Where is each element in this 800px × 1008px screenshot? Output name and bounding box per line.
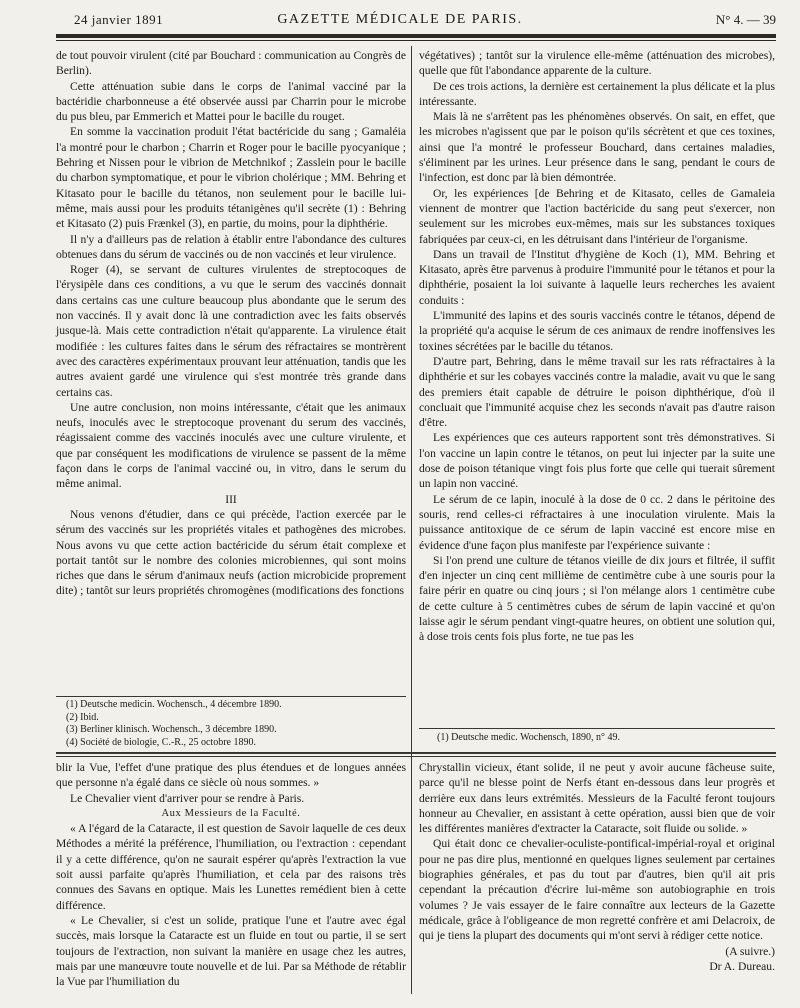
left-column	[56, 48, 406, 599]
header-rule	[56, 34, 776, 38]
paragraph: « Le Chevalier, si c'est un solide, pratique l'une et l'autre avec égal succès, mais lorsque la Cataracte est un fluide en tout ou partie, il se sert toujours de l'extraction, non suivant la manière en usage chez les autres, mais par une manœuvre toute nouvelle et de lui. Par sa Méthode de rétablir la Vue par l'humiliation du	[56, 913, 406, 989]
to-be-continued: (A suivre.)	[725, 944, 775, 958]
author-signature: Dr A. Dureau.	[709, 959, 775, 973]
footnote: (2) Ibid.	[66, 711, 99, 723]
paragraph: de tout pouvoir virulent (cité par Bouchard : communication au Congrès de Berlin).	[56, 49, 406, 78]
paragraph: De ces trois actions, la dernière est certainement la plus délicate et la plus intéressante.	[419, 79, 775, 108]
column-divider	[411, 46, 412, 994]
paragraph: Roger (4), se servant de cultures virulentes de streptocoques de l'érysipèle dans ces conditions, a vu que le serum des vaccinés donnait dans certains cas une culture beaucoup plus abondante que le serum des non vaccinés. Il y avait donc là une contradiction avec les faits observés jusque-là. Mais cette contradiction n'était qu'apparente. La virulence était modifiée : les cultures faites dans le sérum des réfractaires se montrèrent avec des caractères expérimentaux prouvant leur atténuation, tandis que les autres avaient gardé une virulence qui s'est montrée très grande dans certains cas.	[56, 263, 406, 399]
paragraph: Mais là ne s'arrêtent pas les phénomènes observés. On sait, en effet, que les microbes n'agissent que par le poison qu'ils sécrètent et que ces toxines, ainsi que l'a montré le professeur Bouchard, dans certaines maladies, s'éliminent par les urines. Leur présence dans le sang, pendant le cours de l'infection, est donc par là bien démontrée.	[419, 110, 775, 185]
paragraph: Nous venons d'étudier, dans ce qui précède, l'action exercée par le sérum des vaccinés sur les propriétés vitales et pathogènes des microbes. Nous avons vu que cette action bactéricide du sérum était complexe et portait tantôt sur le nombre des colonies microbiennes, qui sont moins riches que dans le sérum d'animaux neufs (action microbicide proprement dite) ; tantôt sur leurs propriétés chromogènes (modifications des fonctions	[56, 507, 406, 598]
section-heading: III	[225, 492, 237, 506]
footnote-rule	[419, 728, 775, 729]
paragraph: Le Chevalier vient d'arriver pour se rendre à Paris.	[70, 791, 305, 805]
right-column	[419, 48, 775, 645]
paragraph: blir la Vue, l'effet d'une pratique des plus étendues et de longues années que personne n'a égalé dans ce siècle où nous sommes. »	[56, 761, 406, 790]
bottom-right-column	[419, 760, 775, 974]
section-rule-thin	[56, 756, 776, 757]
paragraph: Dans un travail de l'Institut d'hygiène de Koch (1), MM. Behring et Kitasato, après être parvenus à produire l'immunité pour le tétanos et pour la diphthérie, posaient la loi suivante à laquelle leurs recherches les avaient conduits :	[419, 247, 775, 307]
paragraph: En somme la vaccination produit l'état bactéricide du sang ; Gamaléia l'a montré pour le charbon ; Charrin et Roger pour le bacille pyocyanique ; Behring et Nissen pour le vibrion de Metchnikof ; Zasslein pour le bacille du charbon symptomatique, et pour le vibrion cholérique ; MM. Behring et Kitasato pour le bacille du tétanos, non seulement pour le bacille lui-même, mais aussi pour les produits tétanigènes qu'il secrète (1) : Behring et Kitasato (2) puis Frænkel (3), en partie, du moins, pour la diphthérie.	[56, 125, 406, 231]
paragraph: Or, les expériences [de Behring et de Kitasato, celles de Gamaleia viennent de montrer que l'action bactéricide du sang peut s'exercer, non seulement sur les microbes eux-mêmes, mais sur les substances toxiques fabriquées par ceux-ci, en les détruisant dans l'intérieur de l'organisme.	[419, 186, 775, 246]
paragraph: Cette atténuation subie dans le corps de l'animal vacciné par la bactéridie charbonneuse a été observée aussi par Charrin pour le microbe du pus bleu, par Emmerich et Mattei pour le bacille du rouget.	[56, 79, 406, 124]
right-footnotes	[437, 732, 775, 745]
left-footnotes	[66, 699, 406, 749]
section-rule	[56, 752, 776, 754]
footnote: (3) Berliner klinisch. Wochensch., 3 décembre 1890.	[66, 724, 277, 736]
header-rule-thin	[56, 40, 776, 41]
paragraph: Il n'y a d'ailleurs pas de relation à établir entre l'abondance des cultures obtenues dans du sérum de vaccinés ou de non vaccinés et leur virulence.	[56, 232, 406, 261]
bottom-left-column	[56, 760, 406, 989]
paragraph: « A l'égard de la Cataracte, il est question de Savoir laquelle de ces deux Méthodes a mérité la préférence, l'humiliation, ou l'extraction : cependant il y a cette différence, qu'on ne saurait espérer qu'après l'extraction la vue soit aussi parfaite qu'après l'humiliation, et cela par des raisons très connues des Savans en optique. Mais les Lunettes remédient bien à cette différence.	[56, 822, 406, 912]
paragraph: Le sérum de ce lapin, inoculé à la dose de 0 cc. 2 dans le péritoine des souris, rend celles-ci réfractaires à une inoculation virulente. Mais la puissance antitoxique de ce sérum de lapin vacciné est encore mise en évidence d'une façon plus manifeste par l'expérience suivante :	[419, 492, 775, 552]
header-date: 24 janvier 1891	[74, 12, 164, 27]
paragraph: Qui était donc ce chevalier-oculiste-pontifical-impérial-royal et original pour ne pas dire plus, mentionné en quelques lignes seulement par certaines biographies générales, et pas du tout par d'autres, bien qu'il ait pris cependant la précaution d'écrire lui-même son autobiographie en trois volumes ? Je vais essayer de le faire connaître aux lecteurs de la Gazette médicale, grâce à l'obligeance de mon regretté confrère et ami Delacroix, de qui je tiens la plupart des documents qui m'ont servi à rédiger cette notice.	[419, 837, 775, 943]
header-page-number: N° 4. — 39	[715, 12, 776, 27]
paragraph: végétatives) ; tantôt sur la virulence elle-même (atténuation des microbes), quelle que fût l'abondance apparente de la culture.	[419, 49, 775, 78]
paragraph: L'immunité des lapins et des souris vaccinés contre le tétanos, dépend de la propriété qu'a acquise le sérum de ces animaux de rendre inoffensives les toxines sécrétées par le bacille du tétanos.	[419, 309, 775, 353]
paragraph: Chrystallin vicieux, étant solide, il ne peut y avoir aucune fâcheuse suite, parce qu'il ne blesse point de Nerfs étant en-dessous dans leur progrès et derrière eux dans leurs extrémités. Messieurs de la Faculté feront toujours honneur au Chevalier, en assistant à cette opération, aussi bien que de voir les différentes manières d'extracter la Cataracte, soit fluide ou solide. »	[419, 761, 775, 836]
footnote: (1) Deutsche medic. Wochensch, 1890, n° 49.	[437, 732, 620, 743]
footnote: (4) Société de biologie, C.-R., 25 octobre 1890.	[66, 736, 256, 748]
footnote-rule	[56, 696, 406, 697]
paragraph: D'autre part, Behring, dans le même travail sur les rats réfractaires à la diphthérie et sur les cobayes vaccinés contre la maladie, avait vu que le sang des premiers était capable de détruire le poison diphthérique, d'où il concluait que l'immunité acquise chez les seconds n'avait pas d'autre raison d'être.	[419, 354, 775, 430]
footnote: (1) Deutsche medicin. Wochensch., 4 décembre 1890.	[66, 699, 282, 710]
paragraph: Les expériences que ces auteurs rapportent sont très démonstratives. Si l'on vaccine un lapin contre le tétanos, on peut lui injecter par la suite une dose de poison tétanique vingt fois plus forte que celle qui tuerait sûrement un lapin non vacciné.	[419, 431, 775, 491]
subheading: Aux Messieurs de la Faculté.	[161, 807, 301, 819]
paragraph: Si l'on prend une culture de tétanos vieille de dix jours et filtrée, il suffit d'en injecter un cinq cent millième de centimètre cube à une souris pour la faire périr en quatre ou cinq jours ; si l'on mélange alors 1 centimètre cube de cette culture à 5 centimètres cubes de sérum de lapin vacciné et qu'on laisse agir le sérum pendant vingt-quatre heures, on obtient une solution qui, à dose trois cents fois plus forte, ne tue pas les	[419, 553, 775, 644]
paragraph: Une autre conclusion, non moins intéressante, c'était que les animaux neufs, inoculés avec le streptocoque provenant du serum des vaccinés, réagissaient comme des vaccinés inoculés avec une culture virulente, et que par conséquent les modifications de virulence se passent de la même façon dans le corps de l'animal vacciné ou, in vitro, dans le serum du même animal.	[56, 400, 406, 491]
header-title: GAZETTE MÉDICALE DE PARIS.	[277, 12, 523, 27]
